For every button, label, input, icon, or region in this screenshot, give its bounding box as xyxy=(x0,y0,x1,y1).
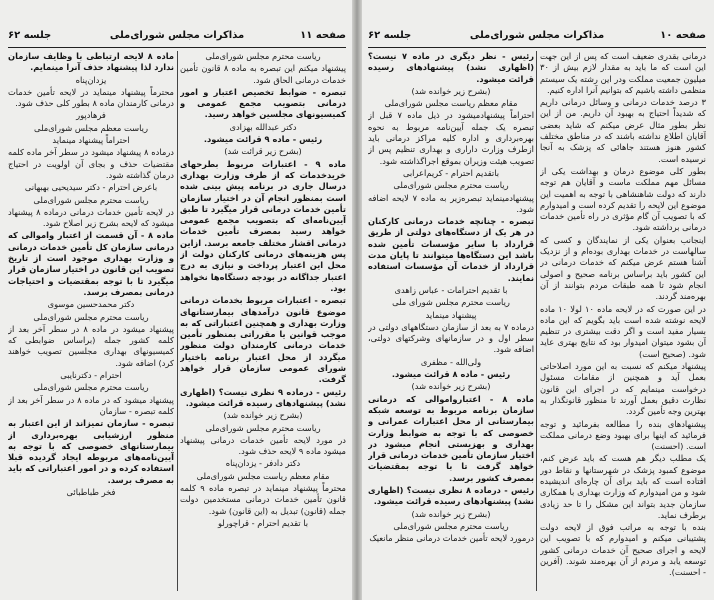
paragraph: ولی‌الله - مظفری xyxy=(420,356,482,367)
paragraph: (بشرح زیر خوانده شد) xyxy=(411,508,491,519)
paragraph: در این صورت که در لایحه ماده ۱۰ لولا ۱۰ ماده لایحه نوشته شده است باید بگویم که این ماده بسیار مفید است و اگر دقت بیشتری در تنظیم آن بشود میتوان امیدوار بود که نتایج بهتری عاید شود. (صحیح است) xyxy=(540,303,706,359)
paragraph: تبصره - اعتبارات مربوط بخدمات درمانی موضوع قانون درآمدهای بیمارستانهای وزارت بهداری و همچنین اعتباراتی که به موجب قوانین یا مقرراتی بمنظور تأمین خدمات درمانی کارمندان دولت منظور میگردد از محل اعتبار برنامه باختیار شورای عمومی سازمان قرار خواهد گرفت. xyxy=(180,295,346,385)
paragraph: با تقدیم احترامات - عباس زاهدی xyxy=(394,284,508,295)
column-divider xyxy=(177,51,178,591)
paragraph: درمورد لایحه تأمین خدمات درمانی منظر مانعیک xyxy=(369,533,534,544)
column-divider xyxy=(536,51,537,591)
paragraph: باعرض احترام - دکتر سیدیحیی بهبهانی xyxy=(24,182,158,193)
paragraph: احتراماً پیشنهاد مینماید xyxy=(52,135,130,146)
paragraph: بطور کلی موضوع درمان و بهداشت یکی از مسائل مهم مملکت ماست و آقایان هم توجه دارند که دولت شاهنشاهی با توجه به اهمیت این موضوع این لایحه را تقدیم کرده است و امیدوارم که با تصویب آن گام مؤثری در راه تأمین خدمات درمانی برداشته شود. xyxy=(540,165,706,233)
paragraph: پیشنهاد میشود که در ماده ۸ در سطر آخر بعد از کلمه تبصره - سازمان xyxy=(8,394,174,416)
header-rule xyxy=(8,47,346,48)
paragraph: با تقدیم احترام - قراچورلو xyxy=(217,517,309,528)
paragraph: پیشنهادهای بنده را مطالعه بفرمائید و توجه فرمائید که اینها برای بهبود وضع درمانی مملکت است. (احسنت) xyxy=(540,418,706,452)
paragraph: دکتر عبدالله بهزادی xyxy=(229,121,297,132)
paragraph: محترماً پیشنهاد مینماید در لایحه تأمین خدمات درمانی کارمندان ماده ۸ بطور کلی حذف شود. xyxy=(8,86,174,109)
paragraph: احتراماً پیشنهادمیشود در ذیل ماده ۷ قبل از تبصره یک جمله آیین‌نامه مربوط به نحوه بهره‌برداری و اداره کلیه مراکز درمانی باید ازطرف وزارت داراری و بهداری تنظیم پس از تصویب هیئت وزیران بموقع اجراگذاشته شود. xyxy=(368,110,534,166)
paragraph: پیشنهاد مینماید xyxy=(425,309,477,320)
paragraph: محترماً پیشنهاد مینماید در تبصره ماده ۹ کلمه قانون تأمین خدمات درمانی مستخدمین دولت جمله (قانون) تبدیل به (این قانون) شود. xyxy=(180,482,346,516)
left-page-header xyxy=(8,30,346,46)
paragraph: تبصره - ضوابط تخصیص اعتبار و امور درمانی بتصویب مجمع عمومی و کمیسیونهای مجلسین خواهد رسید. xyxy=(180,86,346,120)
paragraph: ریاست محترم مجلس شورای‌ملی xyxy=(33,382,149,393)
text-column-left xyxy=(8,51,174,597)
text-column-right xyxy=(180,51,346,597)
page-number: صفحه ۱۱ xyxy=(300,30,346,41)
paragraph: ریاست معظم مجلس شورای‌ملی xyxy=(34,122,148,133)
paragraph: بنده با توجه به مراتب فوق از لایحه دولت پشتیبانی میکنم و امیدوارم که با تصویب این لایحه و اجرای صحیح آن خدمات درمانی کشور توسعه یابد و مردم از آن بهره‌مند شوند. (آفرین - احسنت). xyxy=(540,522,706,578)
paragraph: پیشنهاد میشود در ماده ۸ در سطر آخر بعد از کلمه کشور جمله (براساس ضوابطی که کمیسیونهای بهداری مجلسین تصویب خواهند کرد) اضافه شود. xyxy=(8,323,174,368)
paragraph: در لایحه تأمین خدمات درمانی درماده ۸ پیشنهاد میشود که لایحه بشرح زیر اصلاح شود. xyxy=(8,206,174,229)
paragraph: فخر طباطبائی xyxy=(66,486,116,497)
header-rule xyxy=(368,47,706,48)
left-page xyxy=(0,0,354,600)
paragraph: یزدان‌پناه xyxy=(75,74,107,85)
paragraph: (بشرح زیر خوانده شد) xyxy=(411,85,491,96)
paragraph: رئیس - نظر دیگری در ماده ۷ نیست؟ (اظهاری نشد) پیشنهادهای رسیده قرائت میشود. xyxy=(368,51,534,84)
paragraph: درمانی بقدری ضعیف است که پس از این جهت این است که ما باید به مقدار لازم بیش از ۳۰ میلیون جمعیت مملکت ودر این رشته یک سیستم منظمی داشته باشیم که بتوانیم آنرا اداره کنیم. xyxy=(540,51,706,95)
text-column-left xyxy=(368,51,534,597)
running-title: مذاکرات مجلس شورای‌ملی xyxy=(469,30,605,41)
paragraph: ماده ۸ - آن قسمت از اعتبار واموالی که درمانی سازمان کل تأمین خدمات درمانی و وزارت بهداری موجود است از تاریخ تصویب این قانون در اختیار سازمان قرار میگیرد تا با توجه بمقتضیات و احتیاجات درمانی بمصرف برسد. xyxy=(8,230,174,297)
paragraph: مقام معظم ریاست مجلس شورای‌ملی xyxy=(196,470,330,481)
session-number: جلسه ۶۲ xyxy=(8,30,52,41)
right-page xyxy=(360,0,714,600)
paragraph: اینجانب بعنوان یکی از نمایندگان و کسی که سالهاست در خدمات بهداری بوده‌ام و از نزدیک آشنا هستم عرض میکنم که خدمات درمانی در این کشور باید براساس برنامه صحیح و اصولی انجام شود تا همه طبقات مردم بتوانند از آن بهره‌مند گردند. xyxy=(540,234,706,302)
paragraph: یک مطلب دیگر هم هست که باید عرض کنم، موضوع کمبود پزشک در شهرستانها و نقاط دور افتاده است که باید برای آن چاره‌ای اندیشیده شود و من امیدوارم که وزارت بهداری با همکاری سازمان جدید بتواند این مشکل را تا حد زیادی برطرف نماید. xyxy=(540,453,706,520)
paragraph: ریاست محترم مجلس شورای‌ملی xyxy=(33,311,149,322)
paragraph: پیشنهاد میکنم این تبصره به ماده ۸ قانون تأمین خدمات درمانی الحاق شود. xyxy=(180,63,346,85)
paragraph: (بشرح زیر خوانده شد) xyxy=(411,381,491,392)
paragraph: ریاست محترم مجلس شورای ملی xyxy=(392,297,510,308)
paragraph: مقام معظم ریاست مجلس شورای‌ملی xyxy=(384,98,518,109)
paragraph: ریاست محترم مجلس شورای‌ملی xyxy=(205,51,321,61)
session-number: جلسه ۶۲ xyxy=(368,30,412,41)
paragraph: ریاست محترم مجلس شورای‌ملی xyxy=(205,422,321,433)
paragraph: باتقدیم احترام - کریم‌اعرابی xyxy=(402,167,500,178)
paragraph: (بشرح زیر قرائت شد) xyxy=(224,146,302,157)
paragraph: درماده ۷ به بعد از سازمان دستگاههای دولتی در سطر اول و در سازمانهای وشرکتهای دولتی، اضافه شود. xyxy=(368,321,534,355)
paragraph: دکتر محمدحسین موسوی xyxy=(47,299,135,310)
running-title: مذاکرات مجلس شورای‌ملی xyxy=(109,30,245,41)
text-column-right xyxy=(540,51,706,597)
paragraph: رئیس - ماده ۸ قرائت میشود. xyxy=(391,369,511,380)
paragraph: ماده ۸ لایحه ارتباطی با وظایف سازمان ندارد لذا پیشنهاد حذف آنرا مینمایم. xyxy=(8,51,174,73)
paragraph: رئیس - درماده ۸ نظری نیست؟ (اظهاری نشد) پیشنهادهای رسیده قرائت میشود. xyxy=(368,484,534,507)
paragraph: ریاست محترم مجلس شورای‌ملی xyxy=(393,520,509,531)
paragraph: تبصره - سازمان تمیزاند از این اعتبار به منظور ارزشیابی بهره‌برداری از بیمارستانهای خصوصی که با توجه به آیین‌نامه‌های مربوطه ایجاد گردیده قبلا استفاده کرده و در امور اعتباراتی که باید به مصرف برسد. xyxy=(8,418,174,485)
paragraph: ۳ درصد خدمات درمانی و وسائل درمانی داریم که شدیداً احتیاج به بهبود آن داریم. من از این نظر بطور مثال عرض میکنم که شاید بعضی آقایان اطلاع نداشته باشند که در مناطق مختلف کشور هنوز هستند جاهائی که پزشک به آنجا نرسیده است. xyxy=(540,97,706,164)
paragraph: احترام - دکترنایبی xyxy=(60,370,122,381)
paragraph: ریاست محترم مجلس شورای‌ملی xyxy=(393,180,509,191)
paragraph: پیشنهادمینماید تبصره‌زیر به ماده ۷ لایحه اضافه شود. xyxy=(368,192,534,214)
paragraph: (بشرح زیر خوانده شد) xyxy=(223,410,303,421)
paragraph: درماده ۸ پیشنهاد میشود در سطر آخر ماده کلمه مقتضیات حذف و بجای آن اولویت در احتیاج درمان گذاشته شود. xyxy=(8,147,174,180)
paragraph: در مورد لایحه تأمین خدمات درمانی پیشنهاد میشود ماده ۹ لایحه حذف شود. xyxy=(180,434,346,457)
paragraph: رئیس - ماده ۹ قرائت میشود. xyxy=(203,134,323,145)
paragraph: ماده ۹ - اعتبارات مربوط بطرحهای خریدخدمات که از طرف وزارت بهداری درسال جاری در برنامه پیش بینی شده است بمنظور انجام آن در اختیار سازمان تأمین خدمات درمانی قرار میگیرد تا طبق آیین‌نامه‌ای که بتصویب مجمع عمومی خواهد رسید بمصرف تأمین خدمات درمانی اقشار مختلف جامعه برسد. ازاین پس هزینه‌های درمانی کارکنان دولت از محل این اعتبار پرداخت و نیازی به درج اعتبار جداگانه در بودجه دستگاه‌ها نخواهد بود. xyxy=(180,158,346,293)
right-page-header xyxy=(368,30,706,46)
paragraph: ماده ۸ - اعتبارواموالی که درمانی سازمان برنامه مربوط به توسعه شبکه بیمارستانی از محل اعتبارات عمرانی و خصوصی که با توجه به ضوابط وزارت بهداری و بهزیستی انجام میشود در اختیار سازمان تأمین خدمات درمانی قرار خواهد گرفت تا با توجه بمقتضیات بمصرف کشور برسد. xyxy=(368,393,534,483)
paragraph: دکتر دادفر - یزدان‌پناه xyxy=(225,458,301,469)
paragraph: ریاست محترم مجلس شورای‌ملی xyxy=(33,194,149,205)
paragraph: پیشنهاد میکنم که نسبت به این مورد اصلاحاتی بعمل آید و همچنین از مقامات مسئول درخواست مینمایم که در اجرای این قانون نظارت دقیق بعمل آورند تا منظور قانونگذار به بهترین وجه تأمین گردد. xyxy=(540,361,706,417)
paragraph: رئیس - درماده ۹ نظری نیست؟ (اظهاری نشد) پیشنهادهای رسیده قرائت میشود. xyxy=(180,386,346,408)
page-number: صفحه ۱۰ xyxy=(660,30,706,41)
paragraph: فرهادپور xyxy=(76,110,106,121)
paragraph: تبصره - چنانچه خدمات درمانی کارکنان در هر یک از دستگاه‌های دولتی از طریق قرارداد با سایر مؤسسات تأمین شده باشد این دستگاه‌ها میتوانند تا پایان مدت قرارداد از خدمات آن مؤسسات استفاده نمایند. xyxy=(368,216,534,283)
